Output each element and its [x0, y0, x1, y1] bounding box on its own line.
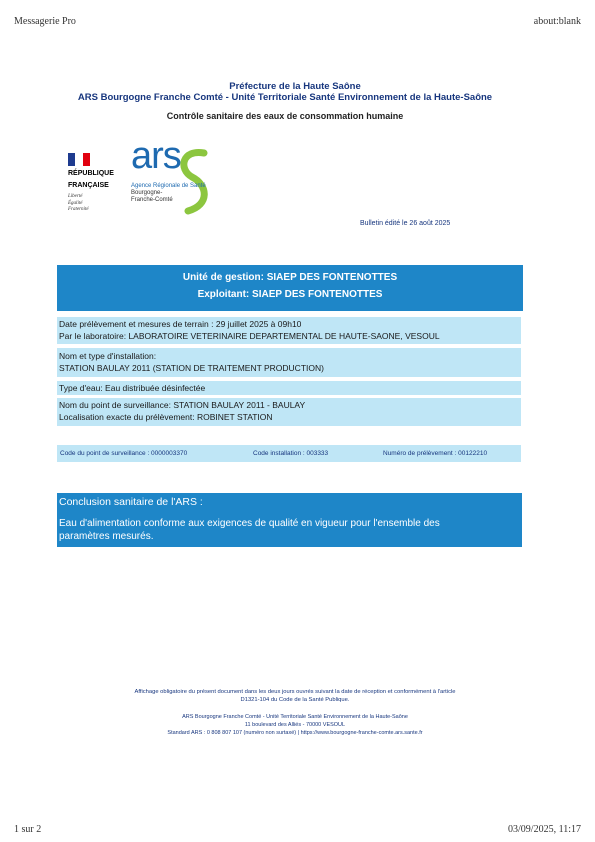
management-unit-band [57, 265, 523, 311]
motto-fraternite: Fraternité [68, 207, 89, 212]
republique-francaise-logo [68, 153, 138, 214]
french-flag-icon [68, 153, 90, 166]
codes-band [57, 445, 521, 462]
operator: Exploitant: SIAEP DES FONTENOTTES [197, 289, 383, 300]
sampling-date: Date prélèvement et mesures de terrain : 29 juillet 2025 à 09h10 [59, 319, 302, 329]
conclusion-text-line2: paramètres mesurés. [59, 531, 154, 542]
water-type-band [57, 381, 521, 395]
ars-logo [131, 135, 221, 218]
ars-region-line1: Bourgogne- [131, 190, 163, 196]
sampling-location: Localisation exacte du prélèvement: ROBINET STATION [59, 412, 273, 422]
management-unit: Unité de gestion: SIAEP DES FONTENOTTES [182, 272, 398, 283]
footer-contact-line: Standard ARS : 0 808 807 107 (numéro non surtaxé) | https://www.bourgogne-franche-comte.ars.sante.fr [167, 730, 423, 736]
footer-notice-line1: Affichage obligatoire du présent document dans les deux jours ouvrés suivant la date de réception et conformément à l'article [134, 689, 456, 695]
footer-address-line1: ARS Bourgogne Franche Comté - Unité Territoriale Santé Environnement de la Haute-Saône [182, 714, 408, 720]
republique-line2: FRANÇAISE [68, 181, 109, 189]
installation-label: Nom et type d'installation: [59, 351, 157, 361]
ars-unit-title: ARS Bourgogne Franche Comté - Unité Territoriale Santé Environnement de la Haute-Saône [77, 92, 493, 103]
print-header-right: about:blank [533, 16, 581, 27]
laboratory: Par le laboratoire: LABORATOIRE VETERINAIRE DEPARTEMENTAL DE HAUTE-SAONE, VESOUL [59, 331, 440, 341]
conclusion-band [57, 493, 522, 547]
prefecture-title: Préfecture de la Haute Saône [229, 81, 361, 92]
footer-notice [50, 688, 540, 704]
footer-address-line2: 11 boulevard des Alliés - 70000 VESOUL [244, 722, 346, 728]
sample-number: Numéro de prélèvement : 00122210 [383, 450, 488, 457]
republique-line1: RÉPUBLIQUE [68, 170, 114, 177]
conclusion-text-line1: Eau d'alimentation conforme aux exigences de qualité en vigueur pour l'ensemble des [59, 518, 440, 529]
ars-s-shape-icon [174, 147, 214, 215]
footer-notice-line2: D1321-104 du Code de la Santé Publique. [240, 697, 350, 703]
installation-code: Code installation : 003333 [253, 450, 329, 457]
water-type: Type d'eau: Eau distribuée désinfectée [59, 383, 206, 393]
point-code: Code du point de surveillance : 0000003370 [60, 450, 188, 457]
conclusion-title: Conclusion sanitaire de l'ARS : [59, 496, 203, 508]
installation-value: STATION BAULAY 2011 (STATION DE TRAITEMENT PRODUCTION) [59, 363, 324, 373]
footer-address [50, 713, 540, 737]
bulletin-date: Bulletin édité le 26 août 2025 [360, 220, 451, 227]
ars-region-line2: Franche-Comté [131, 197, 173, 203]
print-footer-right: 03/09/2025, 11:17 [508, 824, 581, 835]
motto-egalite: Égalité [68, 200, 83, 206]
ars-logo-text: ars [131, 135, 181, 177]
surveillance-point-band [57, 398, 521, 426]
document-subtitle: Contrôle sanitaire des eaux de consommation humaine [166, 111, 404, 121]
print-header-left: Messagerie Pro [14, 16, 76, 27]
motto-liberte: Liberté [68, 194, 83, 199]
sampling-info-band [57, 317, 521, 344]
surveillance-point: Nom du point de surveillance: STATION BAULAY 2011 - BAULAY [59, 400, 306, 410]
ars-tagline: Agence Régionale de Santé [131, 183, 206, 189]
print-footer-left: 1 sur 2 [14, 824, 42, 835]
installation-band [57, 348, 521, 377]
